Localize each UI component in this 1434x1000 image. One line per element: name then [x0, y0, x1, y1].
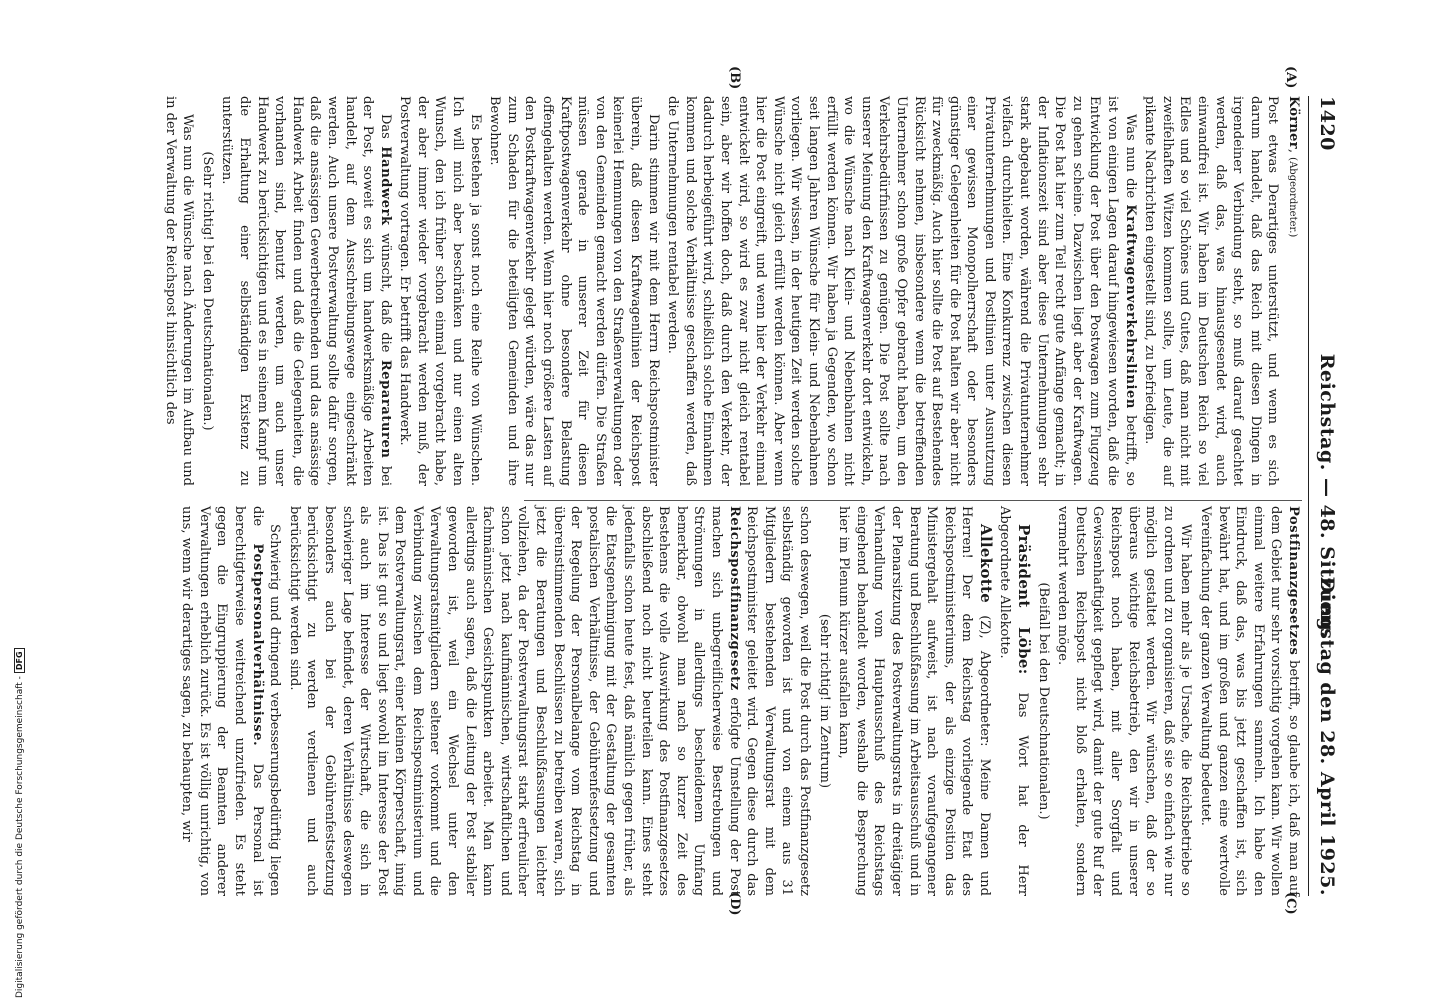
- bold-term: Reichspostfinanzgesetz: [726, 506, 742, 691]
- left-text-column: [159, 96, 1302, 486]
- paragraph: Post etwas Derartiges unterstützt, und wenn es sich darum handelt, daß das Reich mit diesen Dingen in irgendeiner Verbindung steht, so muß darauf geachtet werden, daß das, was hinausgesendet wird, auch einwandfrei ist. Wir haben im Deutschen Reich so viel Edles und so viel Schönes und Gutes, daß man nicht mit zweifelhaften Witzen kommen sollte, um Leute, die auf pikante Nachrichten eingestellt sind, zu befriedigen.: [1142, 96, 1281, 486]
- paragraph: Das Handwerk wünscht, daß die Reparaturen bei der Post, soweit es sich um handwerksmäßige Arbeiten handelt, auf dem Ausschreibungswege eingeschränkt werden. Auch unsere Postverwaltung sollte dafür sorgen, daß die ansässigen Gewerbetreibenden und das ansässige Handwerk Arbeit finden und daß die Gelegenheiten, die vorhanden sind, benutzt werden, um auch unser Handwerk zu berücksichtigen und es in seinem Kampf um die Erhaltung einer selbständigen Existenz zu unterstützen.: [219, 96, 393, 487]
- header-date: Dienstag den 28. April 1925.: [1316, 576, 1338, 896]
- applause-note: (Beifall bei den Deutschnationalen.): [1035, 582, 1051, 820]
- rotated-document-page: [102, 66, 1342, 918]
- paragraph: schon deswegen, weil die Post durch das Postfinanzgesetz selbständig geworden ist und von einem aus 31 Mitgliedern bestehenden Verwaltungsrat mit dem Reichspostminister geleitet wird. Gegen diese durch das Reichspostfinanzgesetz erfolgte Umstellung der Post machen sich unbegreiflicherweise Bestrebungen und Strömungen in allerdings bescheidenem Umfang bemerkbar, obwohl man nach so kurzer Zeit des Bestehens die volle Auswirkung des Postfinanzgesetzes abschließend noch nicht beurteilen kann. Eines steht jedenfalls schon heute fest, daß nämlich gegen früher, als die Etatsgenehmigung mit der Gestaltung der gesamten postalischen Verhältnisse, der Gebührenfestsetzung und der Regelung der Personalbelange vom Reichstag in übereinstimmenden Beschlüssen zu betreiben waren, sich jetzt die Beratungen und Beschlußfassungen leichter vollziehen, da der Postverwaltungsrat stark erfreulicher schon jetzt nach kaufmännischen, wirtschaftlichen und fachmännischen Gesichtspunkten arbeitet. Man kann allerdings auch sagen, daß die Leitung der Post stabiler geworden ist, weil ein Wechsel unter den Verwaltungsratsmitgliedern seltener vorkommt und die Verbindung zwischen dem Reichspostministerium und dem Postverwaltungsrat, einer kleinen Körperschaft, innig ist. Das ist gut so und liegt sowohl im Interesse der Post als auch im Interesse der Wirtschaft, die sich in schwieriger Lage befindet, deren Verhältnisse deswegen besonders auch bei der Gebührenfestsetzung berücksichtigt zu werden verdienen und auch berücksichtigt werden sind.: [286, 506, 812, 896]
- speaker-heading: Körner, (Abgeordneter.): [1286, 96, 1301, 238]
- applause-note: (Sehr richtig! bei den Deutschnationalen.): [199, 151, 215, 431]
- column-divider: [524, 500, 1302, 501]
- page-header: [1312, 96, 1338, 896]
- margin-mark-c: (C): [1283, 892, 1298, 915]
- margin-mark-b: (B): [727, 66, 742, 90]
- header-session-title: Reichstag. — 48. Sitzung.: [1316, 353, 1338, 639]
- margin-mark-a: (A): [1283, 66, 1298, 89]
- right-text-column: [176, 506, 1302, 896]
- paragraph: Was nun die Kraftwagenverkehrslinien betrifft, so ist von einigen Lagen darauf hingewiesen worden, daß die Entwicklung der Post über den Postwagen zum Flugzeug zu gehen scheine. Dazwischen liegt aber der Kraftwagen. Die Post hat hier zum Teil recht gute Anfänge gemacht; in der Inflationszeit sind aber diese Unternehmungen sehr stark abgebaut worden, während die Privatunternehmer vielfach durchhielten. Eine Konkurrenz zwischen diesen Privatunternehmungen und Postlinien unter Ausnutzung einer gewissen Monopolherrschaft oder besonders günstiger Gelegenheiten für die Post halten wir aber nicht für zweckmäßig. Auch hier sollte die Post auf Bestehendes Rücksicht nehmen, insbesondere wenn die betreffenden Unternehmer schon große Opfer gebracht haben, um den Verkehrsbedürfnissen zu genügen. Die Post sollte nach unserer Meinung den Kraftwagenverkehr dort entwickeln, wo die Wünsche nach Klein- und Nebenbahnen nicht erfüllt werden können. Wir haben ja Gegenden, wo schon seit langen Jahren Wünsche für Klein- und Nebenbahnen vorliegen. Wir wissen, in der heutigen Zeit werden solche Wünsche nicht gleich erfüllt werden können. Aber wenn hier die Post eingreift, und wenn hier der Verkehr einmal entwickelt wird, so wird es zwar nicht gleich rentabel sein, aber wir hoffen doch, daß durch den Verkehr, der dadurch herbeigeführt wird, schließlich solche Einnahmen kommen und solche Verhältnisse geschaffen werden, daß die Unternehmungen rentabel werden.: [665, 96, 1138, 486]
- paragraph: Postfinanzgesetzes betrifft, so glaube ich, daß man auf dem Gebiet nur sehr vorsichtig vorgehen kann. Wir wollen einmal weitere Erfahrungen sammeln. Ich habe den Eindruck, daß das, was bis jetzt geschaffen ist, sich bewährt hat, und im großen und ganzen eine wertvolle Vereinfachung der ganzen Verwaltung bedeutet.: [1198, 506, 1301, 896]
- digitization-credit: [14, 8, 25, 998]
- bold-term: Kraftwagenverkehrslinien: [1122, 204, 1138, 409]
- credit-text: Digitalisierung gefördert durch die Deutsche Forschungsgemeinschaft -: [15, 676, 25, 998]
- speaker-name: Allekotte: [976, 524, 995, 604]
- speaker-role: (Abgeordneter.): [1287, 157, 1298, 238]
- speaker-name: Körner: [1286, 96, 1301, 149]
- bold-term: Postpersonalverhältnisse.: [249, 543, 265, 747]
- president-title: Präsident Löbe:: [1015, 524, 1034, 675]
- paragraph: Was nun die Wünsche nach Änderungen im Aufbau und in der Verwaltung der Reichspost hinsichtlich des: [162, 96, 196, 486]
- applause-note: (sehr richtig! im Zentrum): [816, 613, 832, 789]
- header-rule: [1308, 96, 1309, 896]
- president-remark: Präsident Löbe: Das Wort hat der Herr Abgeordnete Allekotte.: [997, 506, 1034, 896]
- paragraph: Schwierig und dringend verbesserungsbedürftig liegen die Postpersonalverhältnisse. Das Personal ist berechtigterweise weitreichend unzufrieden. Es steht gegen die Eingruppierung der Beamten anderer Verwaltungen erheblich zurück. Es ist völlig unrichtig, von uns, wenn wir derartiges sagen, zu behaupten, wir: [179, 506, 283, 896]
- dfg-logo: DFG: [14, 648, 25, 673]
- bold-term: Handwerk: [377, 146, 393, 226]
- bold-term: Reparaturen: [377, 359, 393, 459]
- paragraph: Darin stimmen wir mit dem Herrn Reichspostminister überein, daß diesen Kraftwagenlinien der Reichspost keinerlei Hemmungen von den Straßenverwaltungen oder von den Gemeinden gemacht werden dürfen. Die Straßen müssen gerade in unserer Zeit für diesen Kraftpostwagenverkehr ohne besondere Belastung offengehalten werden. Wenn hier noch größere Lasten auf den Postkraftwagenverkehr gelegt würden, wäre das nur zum Schaden für die beteiligten Gemeinden und ihre Bewohner.: [487, 96, 661, 486]
- speaker-intro: Allekotte (Z), Abgeordneter: Meine Damen und Herren! Der dem Reichstag vorliegende Etat des Reichspostministeriums, der als einzige Position das Ministergehalt aufweist, ist nach voraufgegangener Beratung und Beschlußfassung im Arbeitsausschuß und in der Plenarsitzung des Postverwaltungsrats in dreitägiger Verhandlung vom Hauptausschuß des Reichstags eingehend behandelt worden, weshalb die Besprechung hier im Plenum kürzer ausfallen kann,: [836, 506, 995, 896]
- paragraph: Es bestehen ja sonst noch eine Reihe von Wünschen. Ich will mich aber beschränken und nur einen alten Wunsch, den ich früher schon einmal vorgebracht habe, der aber immer wieder vorgebracht werden muß, der Postverwaltung vortragen. Er betrifft das Handwerk.: [397, 96, 483, 486]
- margin-mark-d: (D): [727, 892, 742, 916]
- paragraph: Wir haben mehr als je Ursache, die Reichsbetriebe so zu ordnen und zu organisieren, daß sie so einfach wie nur möglich gestaltet werden. Wir wünschen, daß der so überaus wichtige Reichsbetrieb, den wir in unserer Reichspost noch haben, mit aller Sorgfalt und Gewissenhaftigkeit gepflegt wird, damit der gute Ruf der Deutschen Reichspost nicht bloß erhalten, sondern vermehrt werden möge.: [1055, 506, 1194, 896]
- bold-term: Postfinanzgesetzes: [1286, 506, 1301, 656]
- page-number: 1420: [1316, 96, 1338, 151]
